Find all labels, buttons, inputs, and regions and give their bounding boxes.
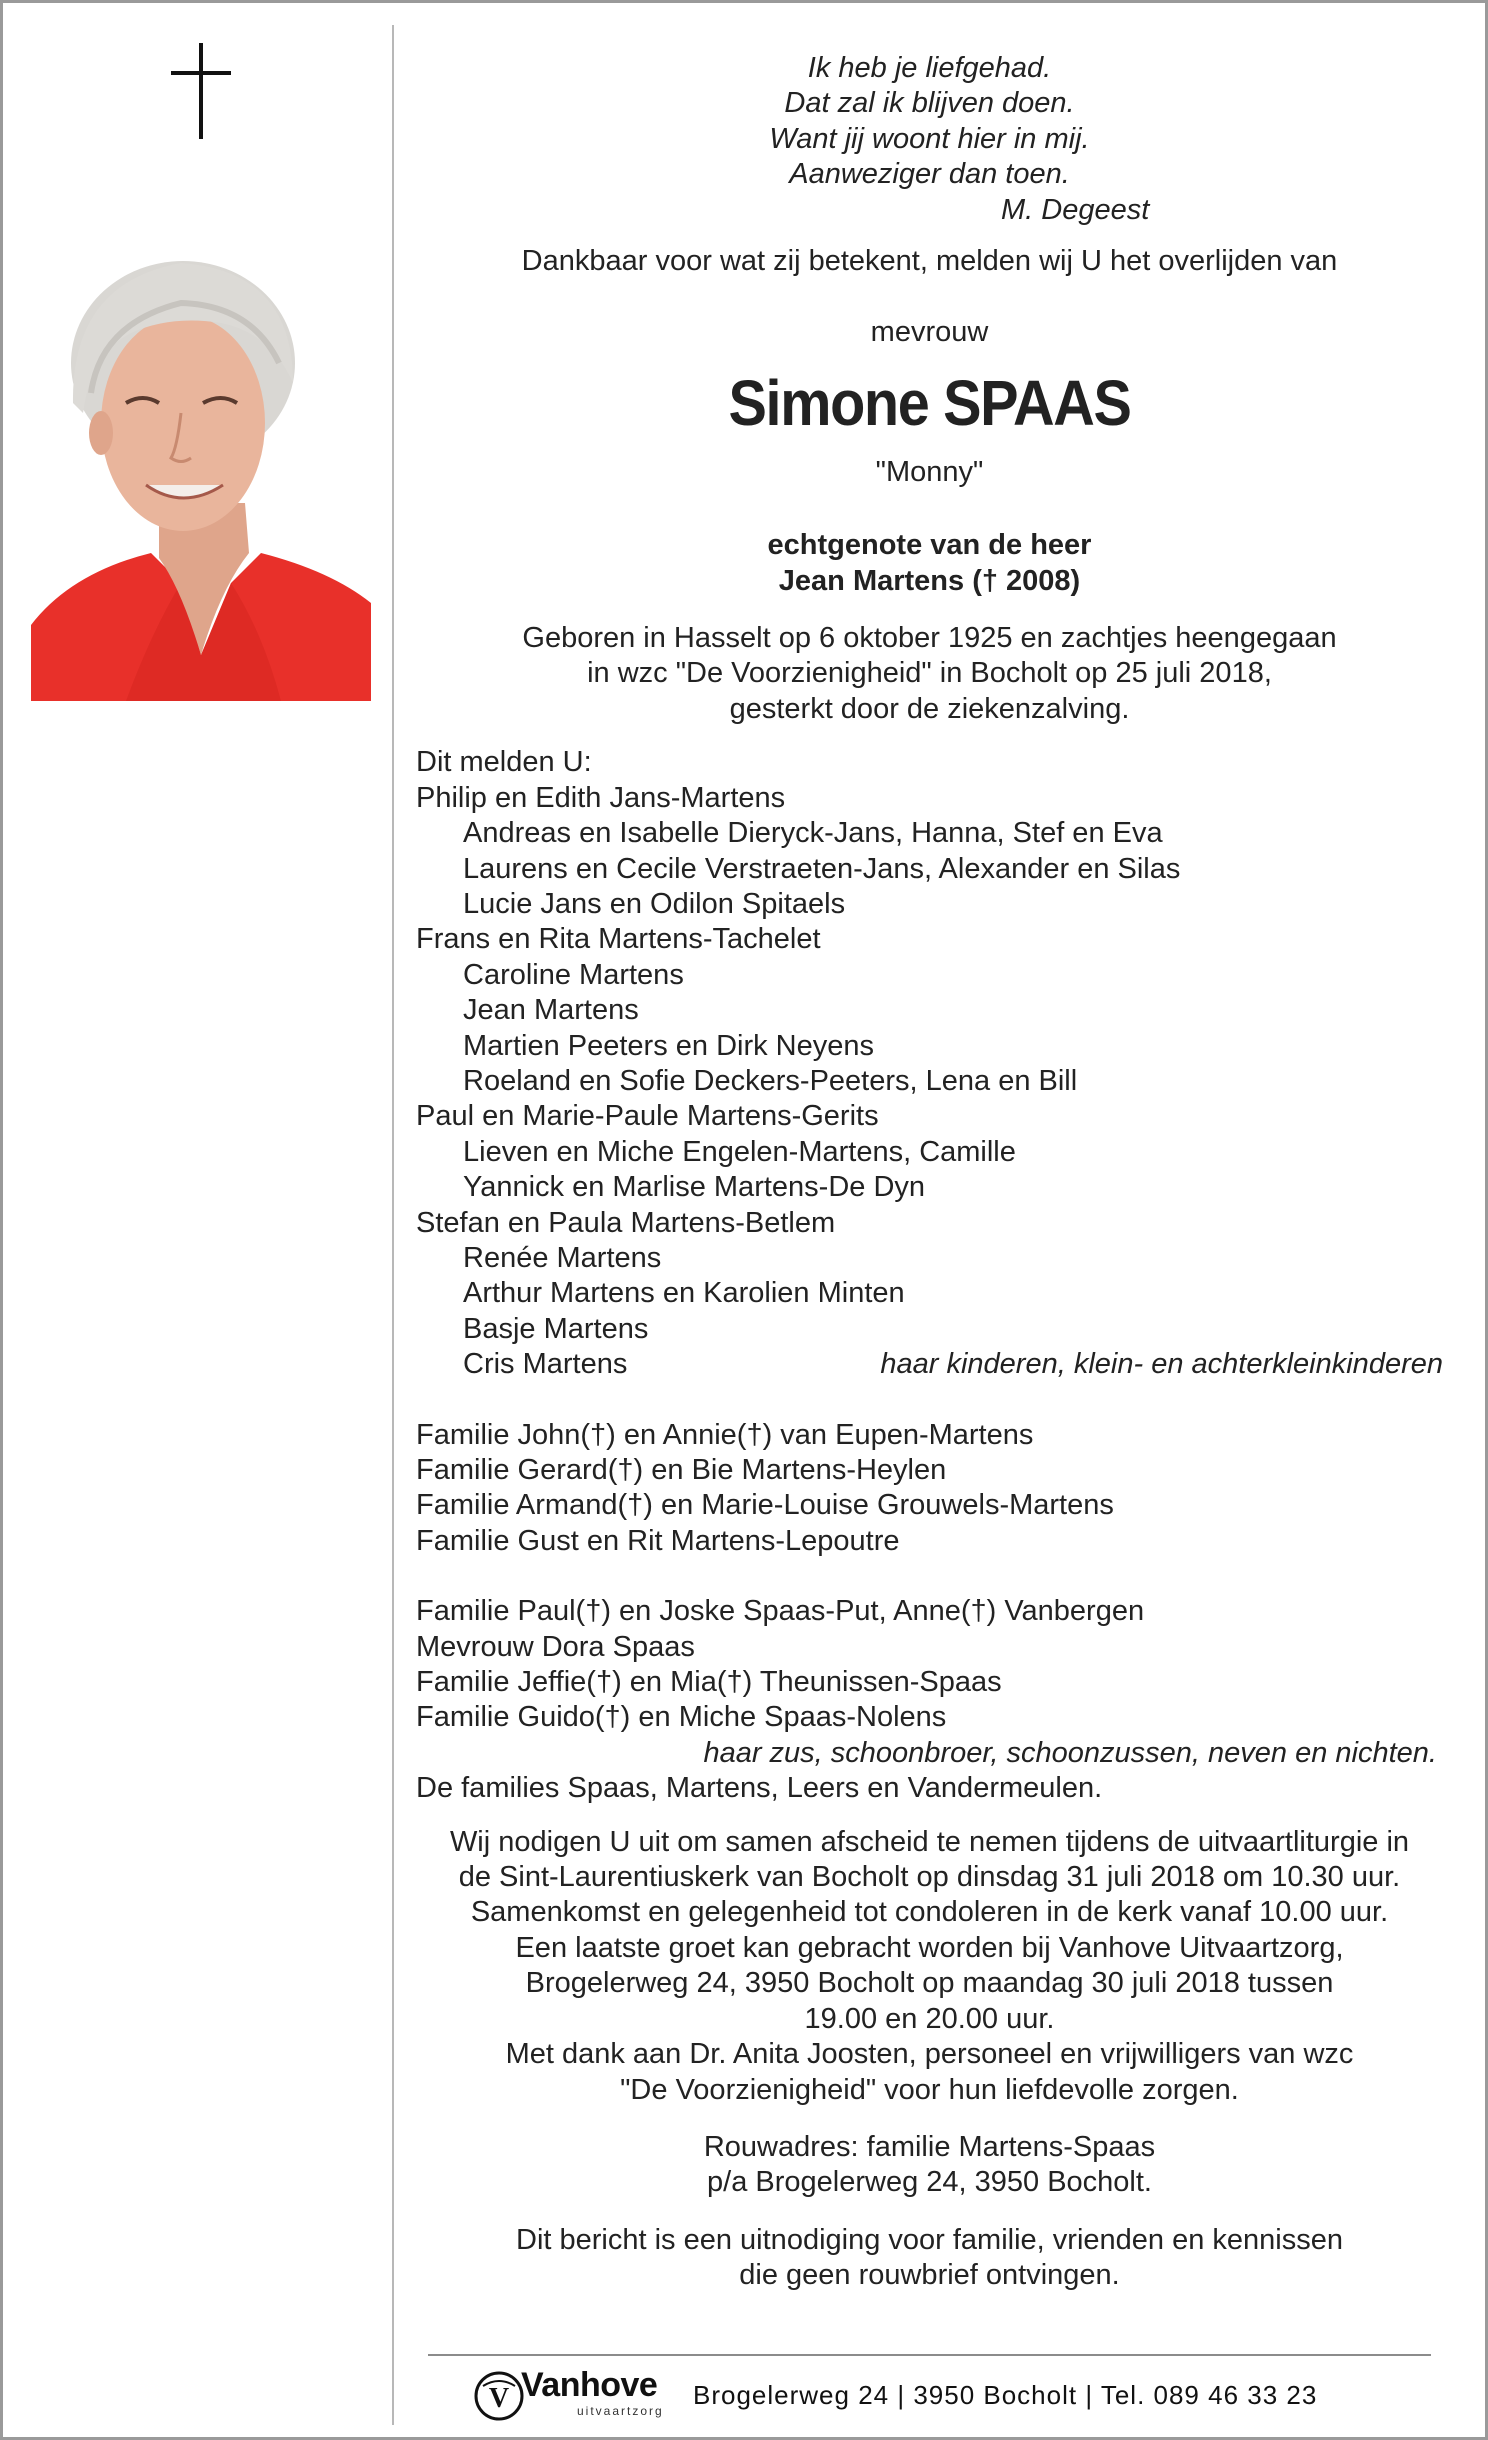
family-member: Jean Martens (463, 994, 639, 1027)
children-note: haar kinderen, klein- en achterkleinkinderen (880, 1348, 1443, 1381)
family-line: Mevrouw Dora Spaas (416, 1630, 695, 1663)
spouse-line: Jean Martens († 2008) (778, 564, 1081, 597)
family-member: Martien Peeters en Dirk Neyens (463, 1029, 874, 1062)
spouse-block (416, 528, 1443, 599)
poem-author: M. Degeest (1001, 193, 1150, 226)
notice-text (416, 51, 1443, 2294)
family-member: Renée Martens (463, 1241, 662, 1274)
logo-subtitle: uitvaartzorg (577, 2404, 664, 2418)
funeral-block (416, 1825, 1443, 2108)
poem (416, 51, 1443, 228)
family-member: Arthur Martens en Karolien Minten (463, 1277, 905, 1310)
intro-text: Dankbaar voor wat zij betekent, melden wij U het overlijden van (521, 245, 1338, 278)
family-line: Familie Paul(†) en Joske Spaas-Put, Anne(†) Vanbergen (416, 1595, 1145, 1628)
invitation-notice (416, 2223, 1443, 2294)
notice-line: die geen rouwbrief ontvingen. (739, 2259, 1120, 2292)
family-member: Laurens en Cecile Verstraeten-Jans, Alexander en Silas (463, 852, 1181, 885)
funeral-line: Brogelerweg 24, 3950 Bocholt op maandag 30 juli 2018 tussen (525, 1967, 1334, 2000)
address-line: Rouwadres: familie Martens-Spaas (703, 2130, 1156, 2163)
family-member: Roeland en Sofie Deckers-Peeters, Lena en Bill (463, 1064, 1078, 1097)
family-line: Familie Gerard(†) en Bie Martens-Heylen (416, 1454, 947, 1486)
logo-mark-letter: V (488, 2383, 510, 2414)
address-line: p/a Brogelerweg 24, 3950 Bocholt. (707, 2166, 1152, 2199)
family-line: Familie Guido(†) en Miche Spaas-Nolens (416, 1701, 947, 1734)
family-member: Paul en Marie-Paule Martens-Gerits (416, 1100, 879, 1133)
family-member: Philip en Edith Jans-Martens (416, 781, 786, 814)
family-line: Familie Gust en Rit Martens-Lepoutre (416, 1524, 900, 1557)
family-member: Stefan en Paula Martens-Betlem (416, 1206, 836, 1239)
siblings-note: haar zus, schoonbroer, schoonzussen, neven en nichten. (703, 1736, 1437, 1769)
vertical-divider (392, 25, 394, 2425)
family-member: Lieven en Miche Engelen-Martens, Camille (463, 1135, 1016, 1168)
title-text: mevrouw (870, 316, 989, 349)
logo-mark-icon (473, 2370, 525, 2422)
footer (428, 2354, 1431, 2424)
spouse-line: echtgenote van de heer (767, 529, 1092, 562)
children-last-row (416, 1347, 1443, 1382)
footer-contact: Brogelerweg 24 | 3950 Bocholt | Tel. 089 46 33 23 (693, 2380, 1318, 2410)
funeral-line: 19.00 en 20.00 uur. (804, 2002, 1055, 2035)
mourning-address (416, 2130, 1443, 2201)
families-line: De families Spaas, Martens, Leers en Vandermeulen. (416, 1772, 1103, 1805)
poem-line: Aanweziger dan toen. (789, 158, 1070, 191)
family-member: Yannick en Marlise Martens-De Dyn (463, 1171, 926, 1204)
funeral-line: Wij nodigen U uit om samen afscheid te nemen tijdens de uitvaartliturgie in (449, 1825, 1410, 1858)
poem-line: Want jij woont hier in mij. (769, 122, 1090, 155)
footer-divider (428, 2354, 1431, 2356)
family-block (416, 745, 1443, 1806)
nickname: "Monny" (875, 455, 984, 488)
family-line: Familie John(†) en Annie(†) van Eupen-Martens (416, 1418, 1034, 1451)
family-list-spaas (416, 1594, 1443, 1736)
deceased-name: Simone SPAAS (728, 366, 1131, 439)
vanhove-logo (473, 2364, 683, 2424)
birth-block (416, 621, 1443, 727)
funeral-line: Samenkomst en gelegenheid tot condoleren in de kerk vanaf 10.00 uur. (470, 1896, 1389, 1929)
cross-icon (171, 43, 231, 139)
family-member: Cris Martens (463, 1348, 628, 1381)
birth-line: in wzc "De Voorzienigheid" in Bocholt op 25 juli 2018, (587, 657, 1272, 690)
notice-line: Dit bericht is een uitnodiging voor familie, vrienden en kennissen (516, 2223, 1343, 2256)
funeral-line: "De Voorzienigheid" voor hun liefdevolle zorgen. (620, 2073, 1239, 2106)
funeral-line: Met dank aan Dr. Anita Joosten, personeel en vrijwilligers van wzc (505, 2038, 1354, 2071)
family-member: Caroline Martens (463, 958, 684, 991)
family-member: Basje Martens (463, 1312, 649, 1345)
logo-name: Vanhove (521, 2366, 658, 2404)
family-member: Lucie Jans en Odilon Spitaels (463, 887, 846, 920)
poem-line: Dat zal ik blijven doen. (784, 87, 1075, 120)
funeral-line: Een laatste groet kan gebracht worden bij Vanhove Uitvaartzorg, (515, 1931, 1344, 1964)
family-member: Andreas en Isabelle Dieryck-Jans, Hanna, Stef en Eva (463, 817, 1163, 850)
birth-line: Geboren in Hasselt op 6 oktober 1925 en zachtjes heengegaan (522, 622, 1337, 655)
family-heading: Dit melden U: (416, 746, 592, 779)
family-line: Familie Jeffie(†) en Mia(†) Theunissen-Spaas (416, 1666, 1002, 1699)
children-list (416, 781, 1443, 1348)
family-line: Familie Armand(†) en Marie-Louise Grouwels-Martens (416, 1489, 1114, 1522)
family-member: Frans en Rita Martens-Tachelet (416, 923, 821, 956)
funeral-line: de Sint-Laurentiuskerk van Bocholt op dinsdag 31 juli 2018 om 10.30 uur. (458, 1861, 1401, 1894)
birth-line: gesterkt door de ziekenzalving. (729, 692, 1130, 725)
portrait-photo (31, 253, 371, 701)
family-list-martens (416, 1418, 1443, 1560)
poem-line: Ik heb je liefgehad. (807, 52, 1052, 84)
